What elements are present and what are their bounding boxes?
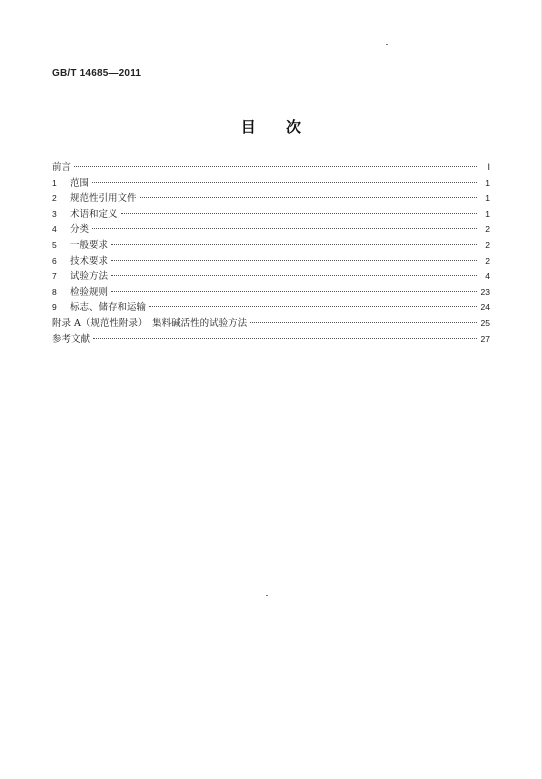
toc-entry-number: 2 (52, 193, 57, 204)
toc-entry-text: 技术要求 (70, 255, 109, 267)
toc-entry-text: 标志、储存和运输 (70, 302, 147, 314)
toc-entry-label: 前言 (52, 162, 72, 173)
dot-leader (140, 197, 477, 198)
toc-entry-number: 7 (52, 271, 57, 282)
dot-leader (121, 213, 477, 214)
toc-entry-8[interactable] (52, 285, 490, 301)
toc-entry-text: 分类 (70, 224, 90, 236)
toc-entry-page: 27 (480, 333, 490, 344)
toc-entry-number: 5 (52, 239, 57, 250)
toc-entry-label (52, 300, 146, 316)
toc-entry-page: 1 (485, 193, 490, 204)
toc-title-char-2: 次 (286, 118, 302, 136)
toc-entry-bibliography[interactable] (52, 332, 490, 348)
toc-entry-5[interactable] (52, 238, 490, 254)
toc-entry-page: 2 (485, 224, 490, 235)
toc-entry-label (52, 269, 108, 285)
toc-entry-text: 一般要求 (70, 239, 109, 251)
toc-entry-9[interactable] (52, 300, 490, 316)
scan-speck (386, 44, 388, 45)
toc-entry-page: 4 (485, 271, 490, 282)
toc-entry-page: 24 (480, 302, 490, 313)
dot-leader (111, 244, 477, 245)
dot-leader (250, 322, 477, 323)
toc-entry-3[interactable] (52, 207, 490, 223)
toc-entry-1[interactable] (52, 176, 490, 192)
toc-entry-page: 25 (480, 317, 490, 328)
toc-entry-label (52, 222, 89, 238)
dot-leader (149, 306, 477, 307)
toc-entry-foreword[interactable] (52, 160, 490, 176)
toc-entry-text: 试验方法 (70, 271, 109, 283)
toc-entry-label (52, 254, 108, 270)
toc-title-char-1: 目 (240, 118, 256, 136)
toc-entry-label (52, 285, 108, 301)
toc-entry-label (52, 176, 89, 192)
toc-entry-2[interactable] (52, 191, 490, 207)
toc-entry-label (52, 238, 108, 254)
scan-speck (266, 595, 268, 596)
toc-entry-text: 检验规则 (70, 286, 109, 298)
toc-entry-number: 9 (52, 302, 57, 313)
dot-leader (93, 338, 477, 339)
toc-entry-page: 2 (485, 255, 490, 266)
toc-entry-page: Ⅰ (487, 162, 490, 172)
toc-entry-text: 术语和定义 (70, 208, 118, 220)
dot-leader (111, 260, 477, 261)
toc-title (0, 116, 542, 137)
toc-entry-page: 1 (485, 177, 490, 188)
toc-entry-page: 2 (485, 239, 490, 250)
toc-entry-number: 6 (52, 255, 57, 266)
toc-entry-number: 4 (52, 224, 57, 235)
toc-entry-7[interactable] (52, 269, 490, 285)
toc-entry-page: 1 (485, 208, 490, 219)
toc-entry-annex-a[interactable] (52, 316, 490, 332)
table-of-contents (52, 160, 490, 347)
dot-leader (92, 182, 477, 183)
standard-code: GB/T 14685—2011 (52, 68, 142, 79)
toc-entry-number: 3 (52, 208, 57, 219)
toc-entry-text: 范围 (70, 177, 90, 189)
toc-entry-text: 规范性引用文件 (70, 193, 137, 205)
toc-entry-label (52, 207, 118, 223)
dot-leader (111, 291, 477, 292)
dot-leader (111, 275, 477, 276)
toc-entry-label (52, 191, 137, 207)
toc-entry-page: 23 (480, 286, 490, 297)
dot-leader (92, 228, 477, 229)
toc-entry-4[interactable] (52, 222, 490, 238)
toc-entry-number: 1 (52, 177, 57, 188)
toc-entry-label: 附录 A（规范性附录） 集料碱活性的试验方法 (52, 317, 248, 329)
toc-entry-label: 参考文献 (52, 333, 91, 345)
dot-leader (74, 166, 477, 167)
toc-entry-6[interactable] (52, 254, 490, 270)
toc-entry-number: 8 (52, 286, 57, 297)
